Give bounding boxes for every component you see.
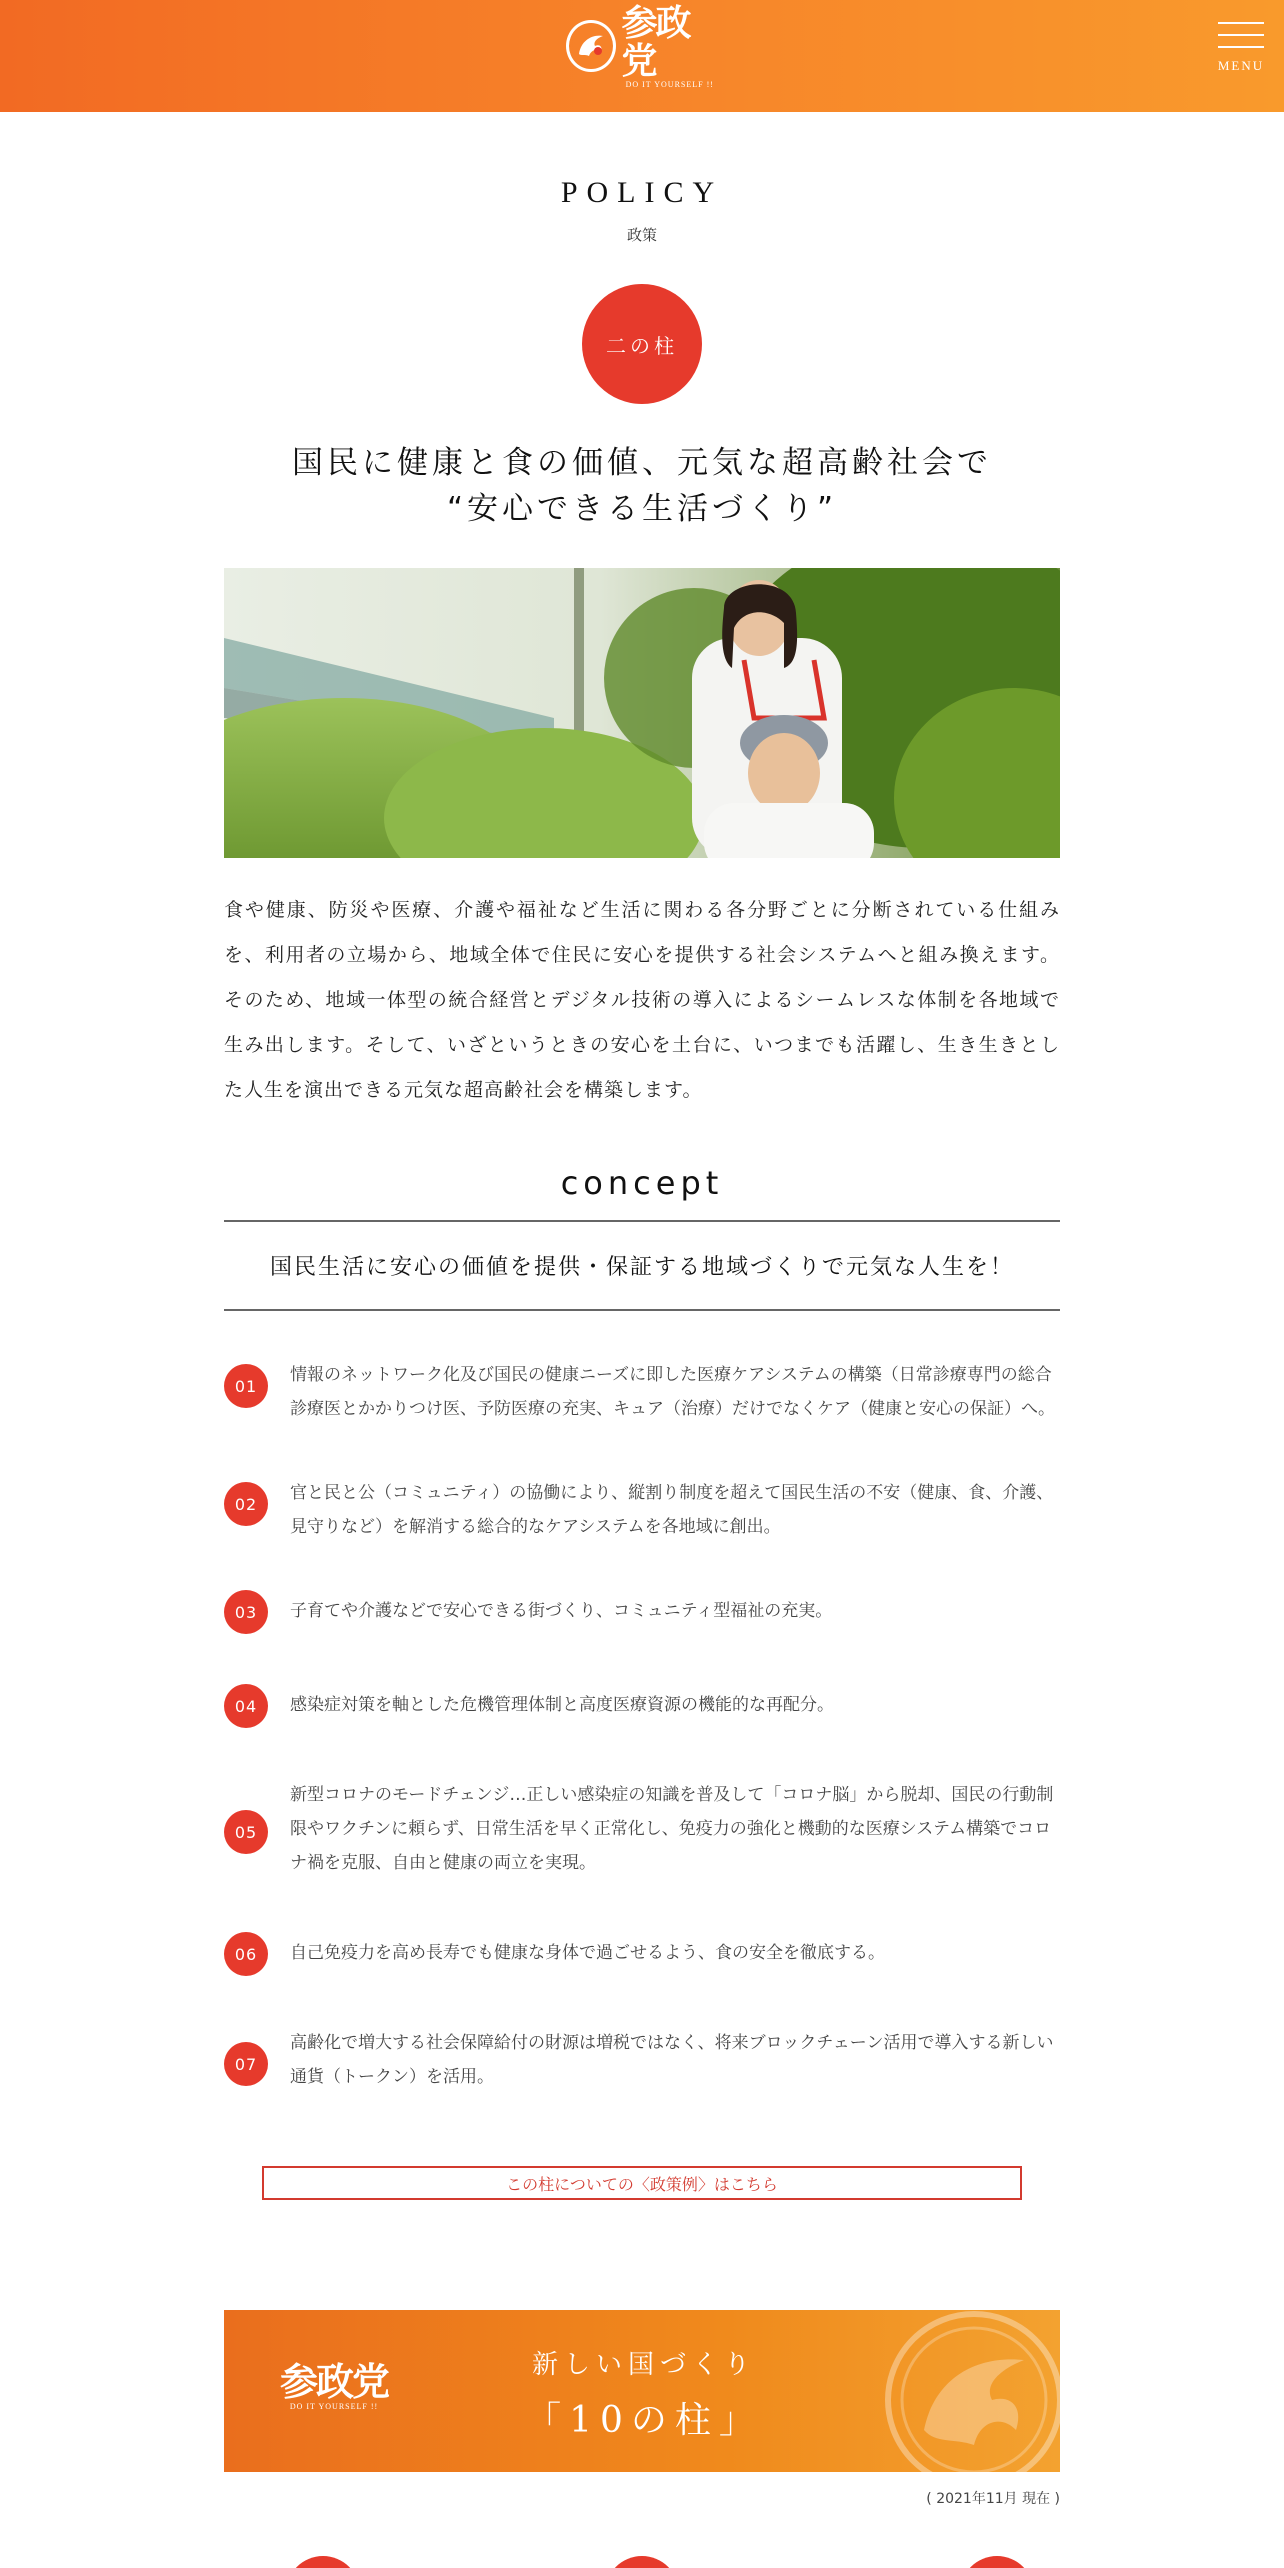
banner-subtitle: 新しい国づくり: [531, 2350, 756, 2380]
item-text: 新型コロナのモードチェンジ…正しい感染症の知識を普及して「コロナ脳」から脱却、国民の行動制限やワクチンに頼らず、日常生活を早く正常化し、免疫力の強化と機動的な医療システム構築でコロナ禍を克服、自由と健康の両立を実現。: [290, 1785, 1054, 1873]
item-text: 情報のネットワーク化及び国民の健康ニーズに即した医療ケアシステムの構築（日常診療専門の総合診療医とかかりつけ医、予防医療の充実、キュア（治療）だけでなくケア（健康と安心の保証）へ。: [290, 1365, 1055, 1419]
pillar-nav-circle[interactable]: [605, 2556, 679, 2568]
page-subtitle: 政策: [626, 226, 657, 244]
menu-button[interactable]: [1218, 20, 1266, 76]
item-number-badge: 07: [224, 2042, 268, 2086]
policy-examples-button[interactable]: この柱についての〈政策例〉はこちら: [262, 2166, 1022, 2200]
main-heading: [140, 440, 1144, 532]
item-text: 子育てや介護などで安心できる街づくり、コミュニティ型福祉の充実。: [290, 1601, 833, 1621]
ten-pillars-banner[interactable]: [224, 2310, 1060, 2472]
page-title: POLICY: [560, 176, 724, 209]
banner-title: 「10の柱」: [525, 2400, 763, 2441]
pillar-nav-circle[interactable]: [286, 2556, 360, 2568]
banner-logo: [280, 2359, 389, 2411]
logo-wordmark: 参政党: [621, 1, 690, 82]
phoenix-emblem-icon: [884, 2310, 1060, 2472]
main-heading-line1: 国民に健康と食の価値、元気な超高齢社会で: [292, 445, 992, 481]
item-text: 感染症対策を軸とした危機管理体制と高度医療資源の機能的な再配分。: [290, 1695, 834, 1715]
site-header: [0, 0, 1284, 112]
pillar-badge: 二の柱: [582, 284, 702, 404]
item-number-badge: 05: [224, 1810, 268, 1854]
item-number-badge: 02: [224, 1482, 268, 1526]
phoenix-logo-icon: [566, 20, 616, 72]
item-number-badge: 06: [224, 1932, 268, 1976]
concept-lead: 国民生活に安心の価値を提供・保証する地域づくりで元気な人生を！: [269, 1255, 1014, 1280]
divider: [224, 1220, 1060, 1222]
banner-logo-wordmark: 参政党: [280, 2359, 389, 2404]
hero-photo: [224, 568, 1060, 858]
concept-title: concept: [560, 1164, 724, 1202]
as-of-date: ( 2021年11月 現在 ): [926, 2491, 1060, 2507]
item-text: 官と民と公（コミュニティ）の協働により、縦割り制度を超えて国民生活の不安（健康、食、介護、見守りなど）を解消する総合的なケアシステムを各地域に創出。: [290, 1483, 1054, 1537]
item-text: 高齢化で増大する社会保障給付の財源は増税ではなく、将来ブロックチェーン活用で導入する新しい通貨（トークン）を活用。: [290, 2033, 1054, 2087]
pillar-nav-circle[interactable]: [960, 2556, 1034, 2568]
banner-logo-tagline: DO IT YOURSELF !!: [289, 2402, 379, 2411]
hamburger-icon: [1218, 22, 1264, 24]
intro-paragraph: 食や健康、防災や医療、介護や福祉など生活に関わる各分野ごとに分断されている仕組みを、利用者の立場から、地域全体で住民に安心を提供する社会システムへと組み換えます。そのため、地域一体型の統合経営とデジタル技術の導入によるシームレスな体制を各地域で生み出します。そして、いざというときの安心を土台に、いつまでも活躍し、生き生きとした人生を演出できる元気な超高齢社会を構築します。: [224, 899, 1060, 1101]
divider: [224, 1309, 1060, 1311]
item-number-badge: 04: [224, 1684, 268, 1728]
logo-tagline: DO IT YOURSELF !!: [625, 79, 714, 89]
main-heading-line2: “安心できる生活づくり”: [446, 491, 838, 527]
site-logo[interactable]: [566, 1, 718, 89]
menu-label: MENU: [1217, 58, 1265, 73]
item-number-badge: 01: [224, 1364, 268, 1408]
hamburger-icon-bar: [1218, 34, 1264, 36]
item-number-badge: 03: [224, 1590, 268, 1634]
hamburger-icon-bar: [1218, 46, 1264, 48]
item-text: 自己免疫力を高め長寿でも健康な身体で過ごせるよう、食の安全を徹底する。: [290, 1943, 885, 1963]
